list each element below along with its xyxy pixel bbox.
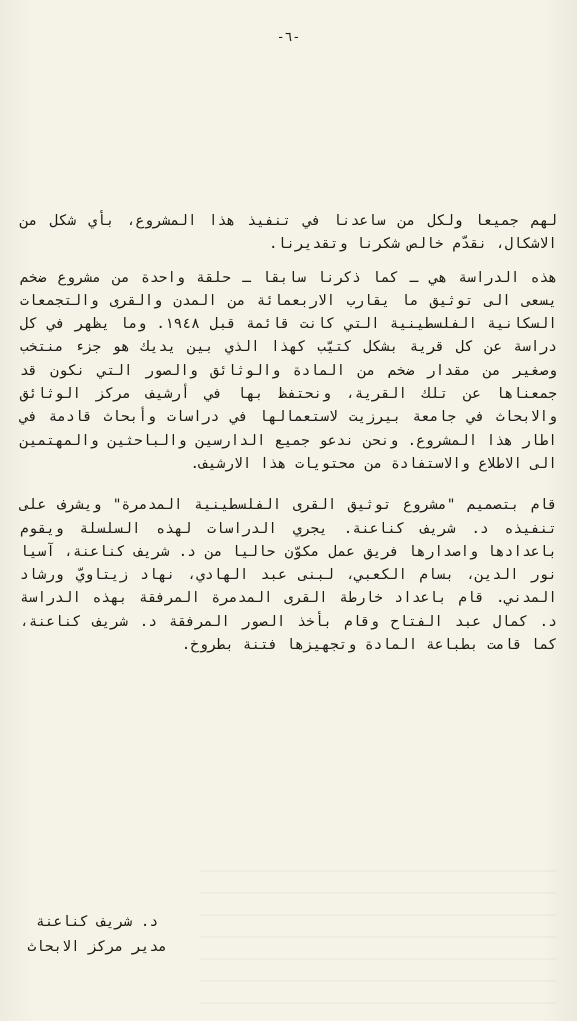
paragraph-project-credits: قام بتصميم "مشروع توثيق القرى الفلسطينية المدمرة" ويشرف على تنفيذه د. شريف كناعنة. يجري الدراسات لهذه السلسلة ويقوم باعدادها واصدارها فريق عمل مكوّن حاليا من د. شريف كناعنة، آسيا نور الدين، بسام الكعبي، لبنى عبد الهادي، نهاد زيتاويّ ورشاد المدني. قام باعداد خارطة القرى المدمرة المرفقة بهذه الدراسة د. كمال عبد الفتاح وقام بأخذ الصور المرفقة د. شريف كناعنة، كما قامت بطباعة المادة وتجهيزها فتنة بطروخ. [20, 497, 557, 654]
signature-block [27, 910, 167, 960]
paragraph-study-description: هذه الدراسة هي ـ كما ذكرنا سابقا ـ حلقة واحدة من مشروع ضخم يسعى الى توثيق ما يقارب الاربعمائة من المدن والقرى والتجمعات السكانية الفلسطينية التي كانت قائمة قبل ١٩٤٨. وما يظهر في كل دراسة عن كل قرية بشكل كتيّب كهذا الذي بين يديك هو جزء منتخب وصغير من مقدار ضخم من المادة والوثائق والصور التي نكون قد جمعناها عن تلك القرية، ونحتفظ بها في أرشيف مركز الوثائق والابحاث في جامعة بيرزيت لاستعمالها في دراسات وأبحاث قادمة في اطار هذا المشروع. ونحن ندعو جميع الدارسين والباحثين والمهتمين الى الاطلاع والاستفادة من محتويات هذا الارشيف. [20, 269, 557, 472]
page-number: -٦- [276, 30, 301, 45]
body-text [20, 210, 557, 657]
bleed-through-texture [200, 870, 557, 1010]
signature-title: مدير مركز الابحاث [27, 939, 167, 955]
paragraph-acknowledgment: لهم جميعا ولكل من ساعدنا في تنفيذ هذا المشروع، بأي شكل من الاشكال، نقدّم خالص شكرنا وتقديرنا. [20, 213, 557, 253]
signature-name: د. شريف كناعنة [36, 914, 159, 930]
